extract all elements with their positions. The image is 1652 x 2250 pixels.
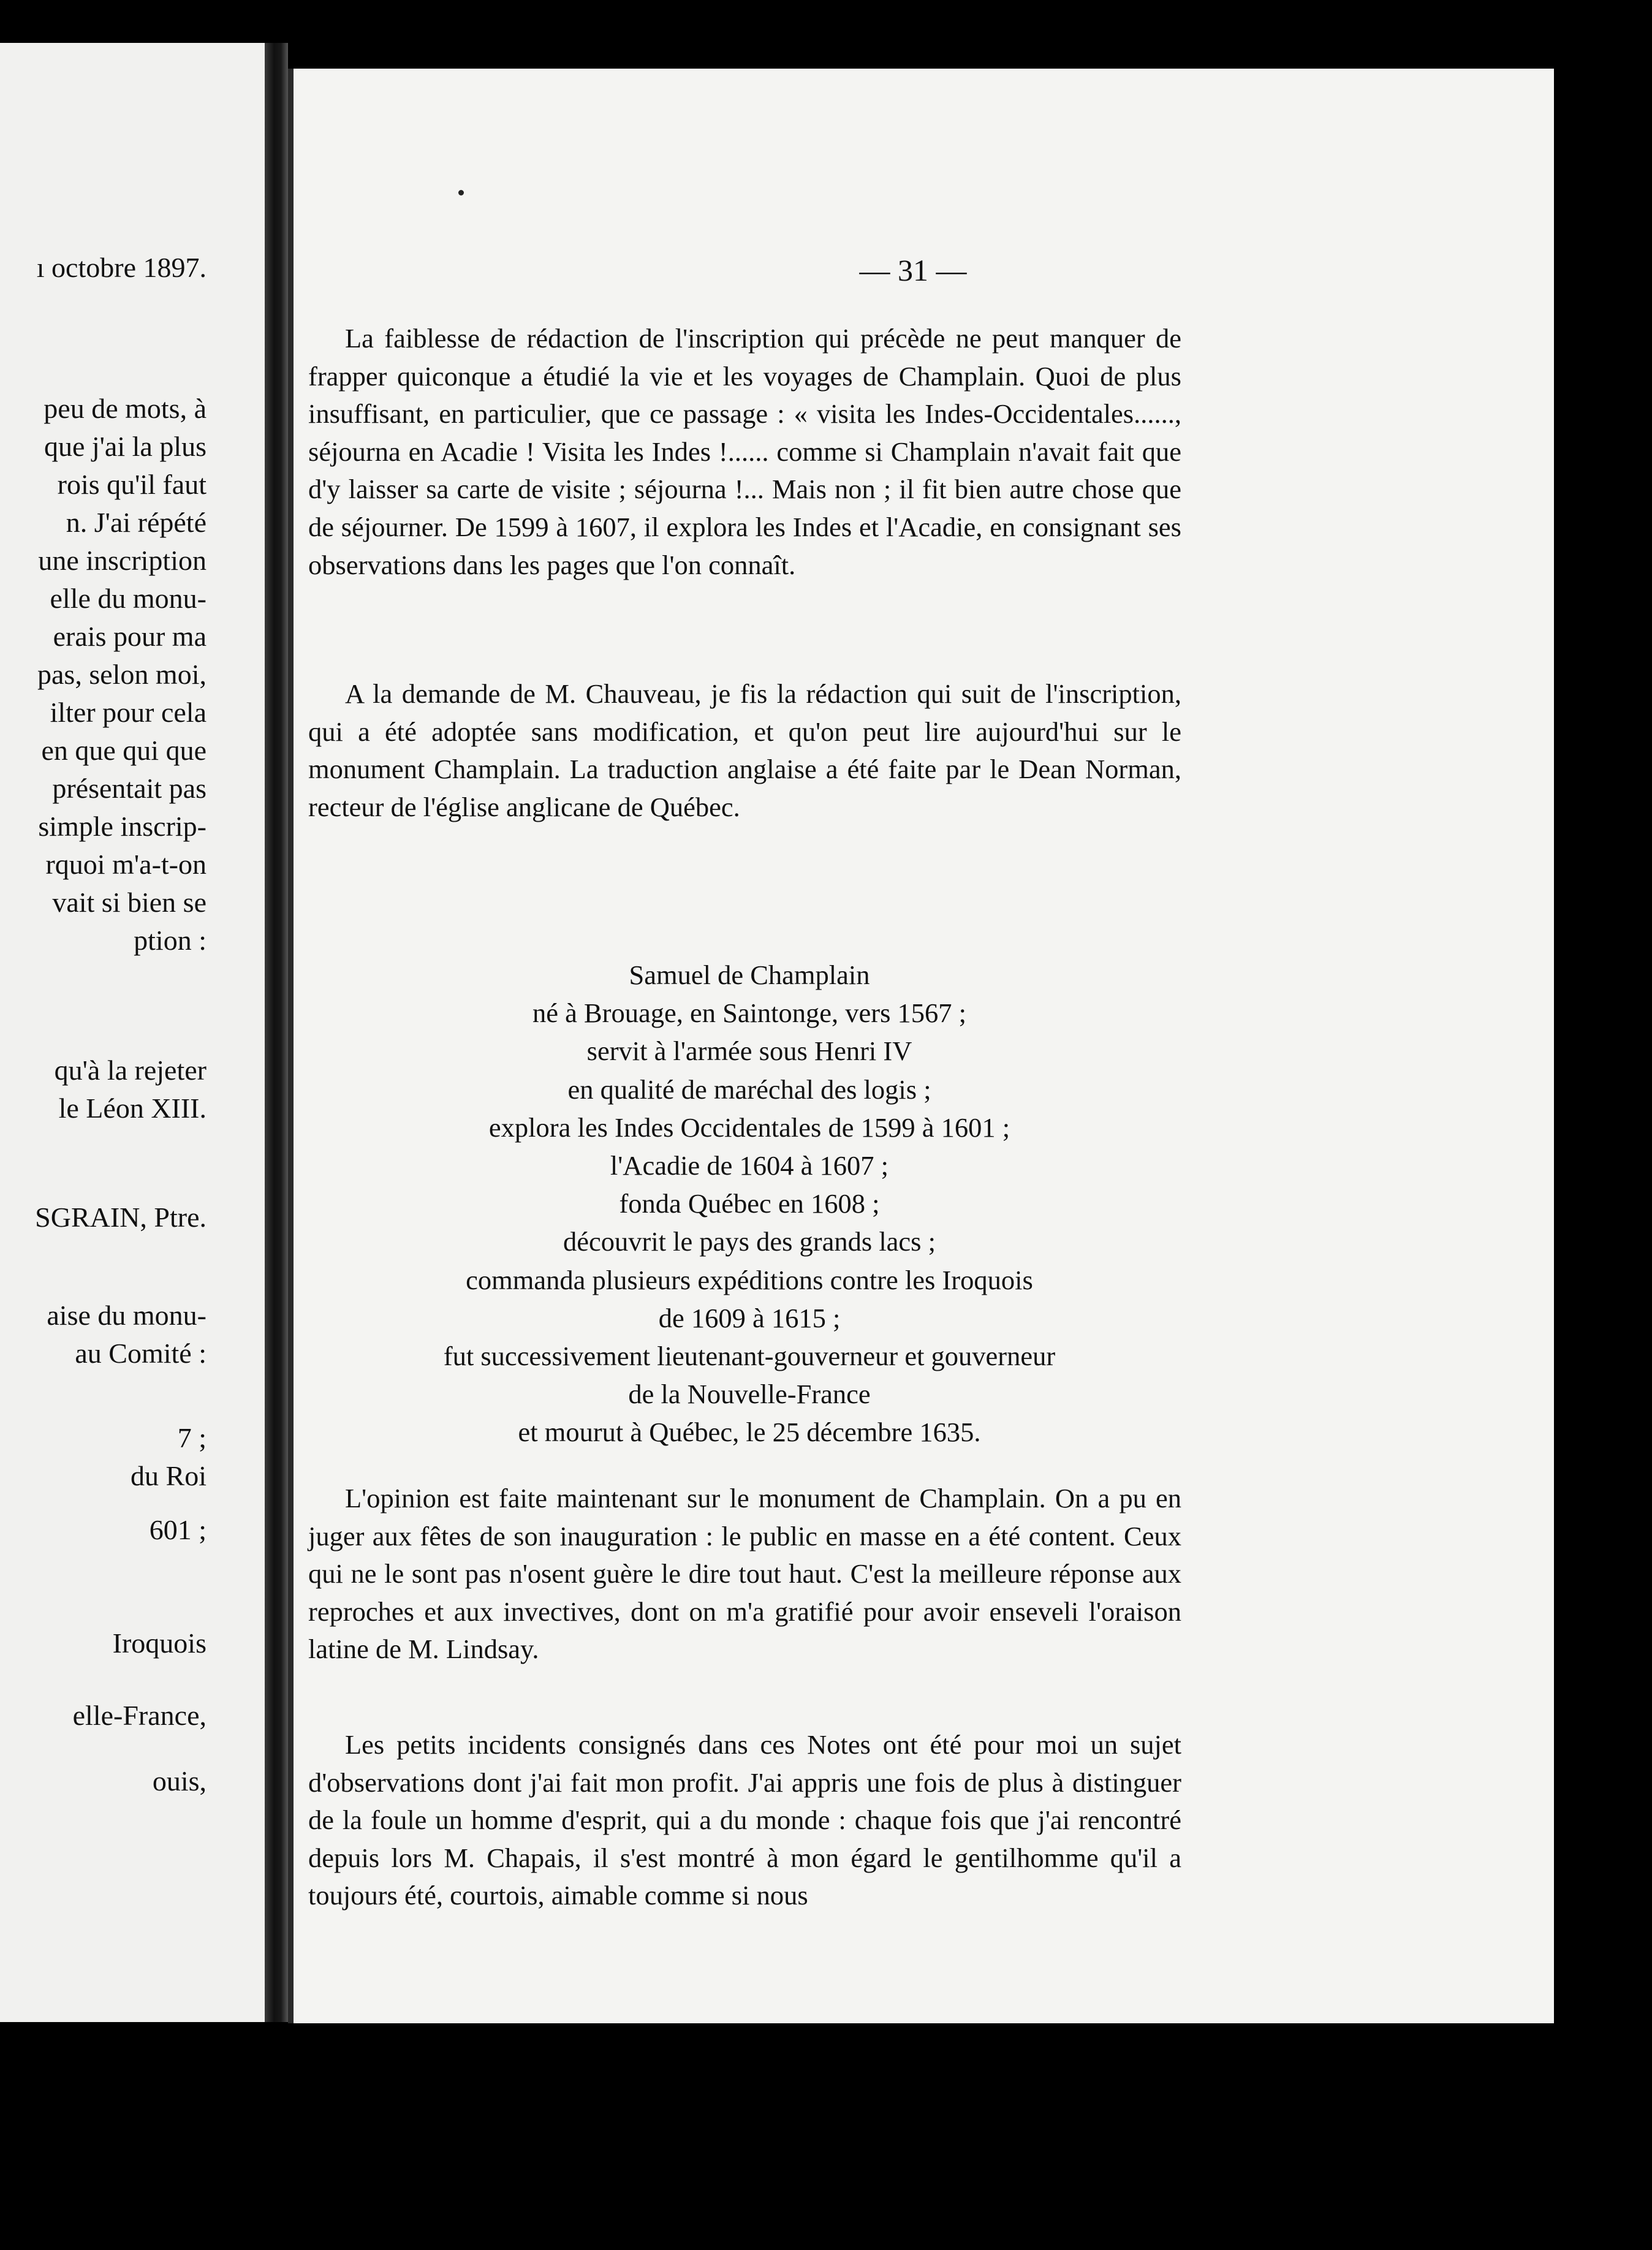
speck-mark	[458, 190, 464, 195]
left-page-line: le Léon XIII.	[58, 1093, 206, 1124]
inscription-line: l'Acadie de 1604 à 1607 ;	[610, 1150, 889, 1181]
inscription-line: de la Nouvelle-France	[628, 1379, 871, 1410]
left-page-line: au Comité :	[75, 1338, 206, 1369]
left-page-line: une inscription	[38, 545, 206, 576]
paragraph-text: L'opinion est faite maintenant sur le monument de Champlain. On a pu en juger aux fêtes de son inauguration : le public en masse en a été content. Ceux qui ne le sont pas n'osent guère le dire tout haut. C'est la meilleure réponse aux reproches et aux invectives, dont on m'a gratifié pour avoir enseveli l'oraison latine de M. Lindsay.	[308, 1483, 1181, 1665]
left-page-line: ouis,	[152, 1765, 206, 1797]
inscription-line: de 1609 à 1615 ;	[658, 1302, 841, 1333]
paragraph-4	[308, 1726, 1181, 1915]
left-page-line: présentait pas	[52, 773, 206, 804]
left-page-line: n. J'ai répété	[66, 507, 206, 538]
inscription-line: explora les Indes Occidentales de 1599 à 1601 ;	[488, 1112, 1010, 1143]
left-page-line: 601 ;	[149, 1514, 206, 1545]
left-page-line: erais pour ma	[53, 621, 206, 652]
left-page-line: ption :	[134, 925, 206, 956]
left-page-line: 7 ;	[177, 1422, 206, 1453]
left-page-line: pas, selon moi,	[37, 659, 206, 690]
left-page-line: rquoi m'a-t-on	[45, 849, 206, 880]
left-page-line: ı octobre 1897.	[36, 252, 206, 283]
left-page-line: peu de mots, à	[44, 393, 206, 424]
left-page-line: elle du monu-	[50, 583, 206, 614]
left-page-line: ilter pour cela	[50, 697, 206, 728]
left-page-line: que j'ai la plus	[44, 431, 206, 462]
left-page-line: qu'à la rejeter	[54, 1055, 206, 1086]
left-page-line: rois qu'il faut	[57, 469, 206, 500]
inscription-line: commanda plusieurs expéditions contre les Iroquois	[466, 1264, 1033, 1295]
left-page-line: aise du monu-	[47, 1300, 206, 1331]
left-page-line: simple inscrip-	[38, 811, 206, 842]
left-page-line: elle-France,	[72, 1700, 206, 1731]
paragraph-2	[308, 675, 1181, 826]
paragraph-3	[308, 1480, 1181, 1669]
inscription-line: fonda Québec en 1608 ;	[619, 1188, 880, 1219]
paragraph-1	[308, 320, 1181, 584]
inscription-line: en qualité de maréchal des logis ;	[567, 1074, 931, 1105]
left-page-line: SGRAIN, Ptre.	[35, 1202, 206, 1233]
left-page-line: en que qui que	[41, 735, 206, 766]
left-page-fragment	[0, 43, 265, 2022]
book-gutter	[265, 43, 288, 2022]
paragraph-text: Les petits incidents consignés dans ces Notes ont été pour moi un sujet d'observations dont j'ai fait mon profit. J'ai appris une fois de plus à distinguer de la foule un homme d'esprit, qui a du monde : chaque fois que j'ai rencontré depuis lors M. Chapais, il s'est montré à mon égard le gentilhomme qu'il a toujours été, courtois, aimable comme si nous	[308, 1729, 1181, 1911]
paragraph-text: La faiblesse de rédaction de l'inscription qui précède ne peut manquer de frapper quiconque a étudié la vie et les voyages de Champlain. Quoi de plus insuffisant, en particulier, que ce passage : « visita les Indes-Occidentales......, séjourna en Acadie ! Visita les Indes !...... comme si Champlain n'avait fait que d'y laisser sa carte de visite ; séjourna !... Mais non ; il fit bien autre chose que de séjourner. De 1599 à 1607, il explora les Indes et l'Acadie, en consignant ses observations dans les pages que l'on connaît.	[308, 323, 1181, 580]
inscription-line: découvrit le pays des grands lacs ;	[563, 1226, 936, 1257]
main-page	[288, 69, 1554, 2023]
inscription-line: né à Brouage, en Saintonge, vers 1567 ;	[532, 998, 967, 1029]
paragraph-text: A la demande de M. Chauveau, je fis la rédaction qui suit de l'inscription, qui a été adoptée sans modification, et qu'on peut lire aujourd'hui sur le monument Champlain. La traduction anglaise a été faite par le Dean Norman, recteur de l'église anglicane de Québec.	[308, 678, 1181, 822]
inscription-line: fut successivement lieutenant-gouverneur et gouverneur	[443, 1341, 1056, 1372]
inscription-line: servit à l'armée sous Henri IV	[586, 1036, 912, 1067]
left-page-line: du Roi	[131, 1460, 206, 1491]
inscription-line: Samuel de Champlain	[629, 960, 870, 990]
left-page-line: vait si bien se	[52, 887, 206, 918]
page-number: — 31 —	[859, 253, 967, 287]
champlain-inscription	[288, 956, 1211, 1452]
left-page-line: Iroquois	[112, 1627, 206, 1659]
inscription-line: et mourut à Québec, le 25 décembre 1635.	[518, 1417, 981, 1448]
